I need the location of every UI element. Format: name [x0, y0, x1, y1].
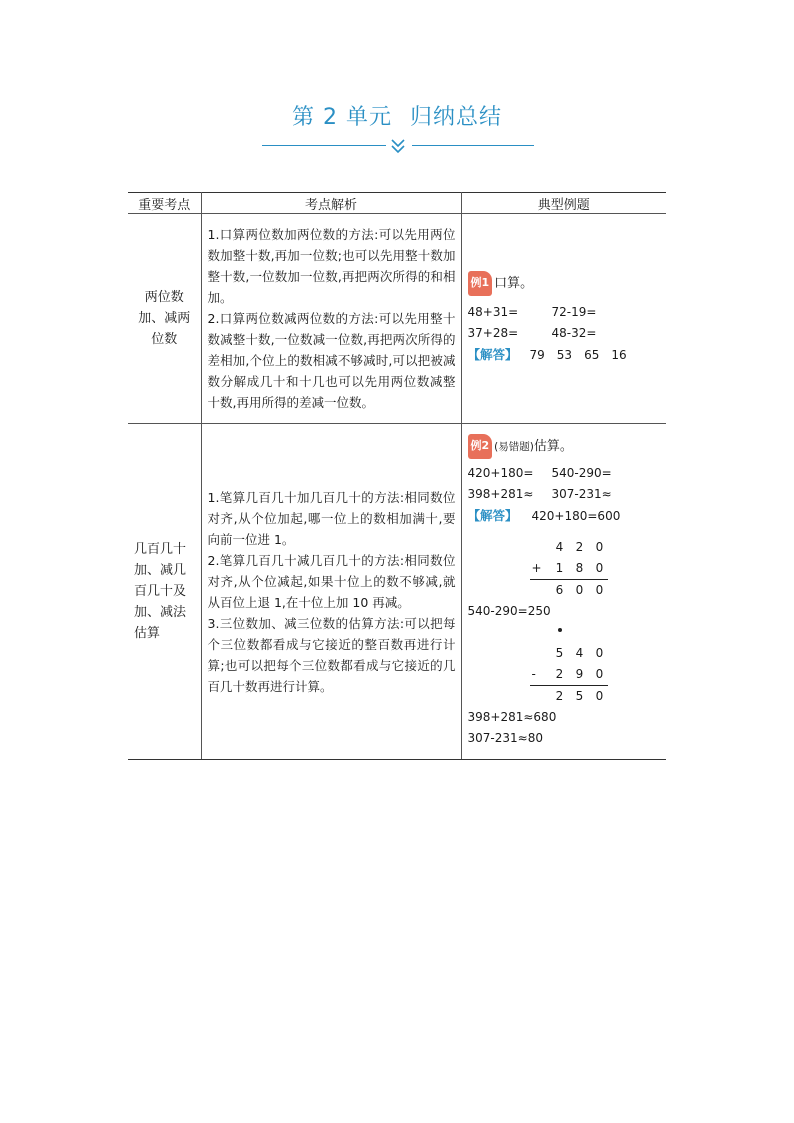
table-row [128, 424, 666, 760]
example-heading [468, 434, 667, 459]
example-badge: 例1 [468, 271, 493, 296]
exercise-line: 398+281≈ 307-231≈ [467, 487, 612, 501]
example-badge: 例2 [468, 434, 493, 459]
summary-table [128, 192, 666, 760]
answer-label: 【解答】 [467, 347, 518, 362]
example-cell [461, 424, 666, 760]
header-key-points: 重要考点 [128, 193, 201, 214]
minus-sign: - [531, 667, 536, 681]
example-prompt: 口算。 [494, 276, 534, 291]
analysis-cell [201, 424, 461, 760]
title-decoration [262, 136, 534, 158]
answer-line: 【解答】 420+180=600 [467, 508, 621, 523]
header-analysis: 考点解析 [201, 193, 461, 214]
calc-line: 398+281≈680 [467, 710, 557, 724]
exercise-line: 48+31= 72-19= [467, 305, 597, 319]
example-heading [468, 271, 667, 296]
calc-line: 540-290=250 [467, 604, 551, 618]
vertical-addition: 4 2 0 + 1 8 0 6 0 0 [530, 537, 608, 601]
analysis-item: 1.口算两位数加两位数的方法:可以先用两位数加整十数,再加一位数;也可以先用整十数加整十数,一位数加一位数,再把两次所得的和相加。 [207, 227, 456, 305]
example-tag: (易错题) [494, 441, 534, 453]
table-header-row [128, 193, 666, 214]
exercise-line: 37+28= 48-32= [467, 326, 597, 340]
answer-label: 【解答】 [467, 508, 518, 523]
unit-label: 第 2 单元 [292, 105, 392, 130]
analysis-item: 3.三位数加、减三位数的估算方法:可以把每个三位数都看成与它接近的整百数再进行计算;也可以把每个三位数都看成与它接近的几百几十数再进行计算。 [207, 615, 456, 694]
analysis-item: 2.笔算几百几十减几百几十的方法:相同数位对齐,从个位减起,如果十位上的数不够减,就从百位上退 1,在十位上加 10 再减。 [207, 552, 456, 610]
exercise-line: 420+180= 540-290= [467, 466, 612, 480]
vertical-subtraction: 5 4 0 - 2 9 0 2 5 0 [530, 622, 608, 707]
calc-line: 307-231≈80 [467, 731, 543, 745]
page-title [0, 100, 794, 131]
key-point-cell: 几百几十加、减几百几十及加、减法估算 [128, 424, 201, 760]
header-examples: 典型例题 [461, 193, 666, 214]
title-text: 归纳总结 [409, 105, 502, 130]
analysis-item: 2.口算两位数减两位数的方法:可以先用整十数减整十数,一位数减一位数,再把两次所得的差相加,个位上的数相减不够减时,可以把被减数分解成几十和十几也可以先用两位数减整十数,再用所得的差减一位数。 [207, 311, 456, 410]
example-cell [461, 214, 666, 424]
plus-sign: + [531, 561, 542, 575]
key-point-cell: 两位数加、减两位数 [128, 214, 201, 424]
example-prompt: 估算。 [533, 439, 573, 454]
borrow-dot [558, 628, 562, 632]
analysis-cell [201, 214, 461, 424]
double-chevron-down-icon [390, 137, 406, 155]
table-row [128, 214, 666, 424]
analysis-item: 1.笔算几百几十加几百几十的方法:相同数位对齐,从个位加起,哪一位上的数相加满十,要向前一位进 1。 [207, 489, 456, 547]
answer-line: 【解答】 79 53 65 16 [468, 344, 667, 366]
